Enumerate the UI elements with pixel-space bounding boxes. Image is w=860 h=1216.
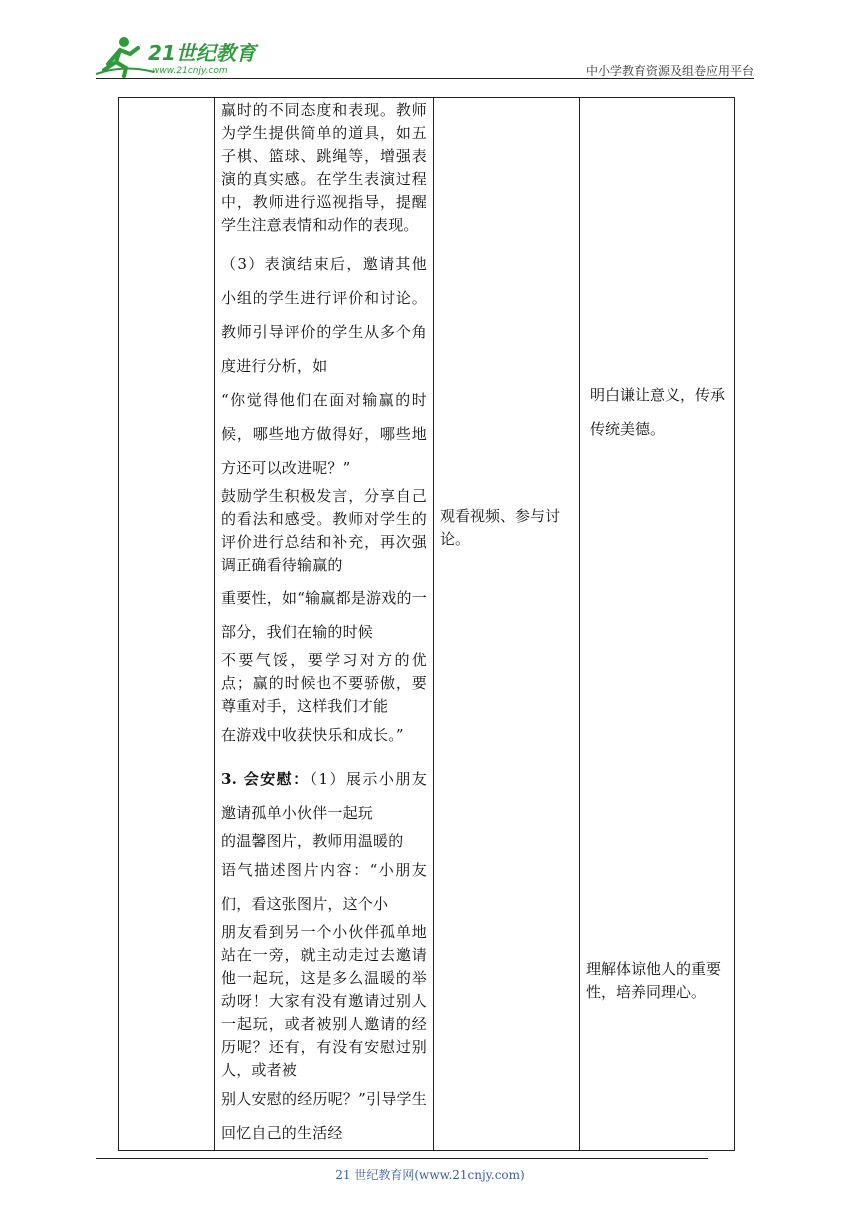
activity-paragraph: 不要气馁，要学习对方的优点；赢的时候也不要骄傲，要尊重对手，这样我们才能 bbox=[221, 651, 427, 715]
activity-paragraph: 在游戏中收获快乐和成长。” bbox=[221, 726, 404, 744]
design-intent-cell bbox=[580, 98, 735, 1151]
activity-paragraph: 别人安慰的经历呢？”引导学生回忆自己的生活经 bbox=[221, 1090, 427, 1142]
stage-cell bbox=[119, 98, 215, 1151]
svg-text:21世纪教育: 21世纪教育 bbox=[148, 41, 256, 65]
activity-paragraph: 重要性，如“输赢都是游戏的一部分，我们在输的时候 bbox=[221, 589, 427, 641]
table-row bbox=[119, 98, 735, 1151]
footer-divider bbox=[96, 1158, 708, 1159]
activity-paragraph: 朋友看到另一个小伙伴孤单地站在一旁，就主动走过去邀请他一起玩，这是多么温暖的举动呀！大家有没有邀请过别人一起玩，或者被别人邀请的经历呢？还有，有没有安慰过别人，或者被 bbox=[221, 923, 427, 1079]
svg-text:www.21cnjy.com: www.21cnjy.com bbox=[152, 66, 228, 76]
page-header bbox=[0, 0, 860, 80]
activity-paragraph: 语气描述图片内容：“小朋友们，看这张图片，这个小 bbox=[221, 861, 427, 913]
header-divider bbox=[96, 78, 754, 79]
activity-paragraph: （3）表演结束后，邀请其他小组的学生进行评价和讨论。教师引导评价的学生从多个角度进行分析，如 bbox=[221, 255, 427, 375]
section-heading: 3. 会安慰： bbox=[221, 770, 310, 788]
platform-name: 中小学教育资源及组卷应用平台 bbox=[585, 64, 754, 78]
activity-paragraph: 鼓励学生积极发言，分享自己的看法和感受。教师对学生的评价进行总结和补充，再次强调正确看待输赢的 bbox=[221, 487, 427, 574]
student-activity-text: 观看视频、参与讨论。 bbox=[440, 507, 561, 548]
site-logo bbox=[94, 34, 264, 78]
activity-paragraph: 3. 会安慰：（1）展示小朋友邀请孤单小伙伴一起玩 bbox=[221, 770, 427, 822]
lesson-table bbox=[118, 97, 735, 1151]
design-intent-text: 理解体谅他人的重要性，培养同理心。 bbox=[586, 960, 722, 1001]
teacher-activity-cell bbox=[215, 98, 434, 1151]
activity-paragraph: 赢时的不同态度和表现。教师为学生提供简单的道具，如五子棋、篮球、跳绳等，增强表演的真实感。在学生表演过程中，教师进行巡视指导，提醒学生注意表情和动作的表现。 bbox=[221, 101, 427, 234]
design-intent-text: 明白谦让意义，传承传统美德。 bbox=[590, 386, 726, 438]
activity-paragraph: “你觉得他们在面对输赢的时候，哪些地方做得好，哪些地方还可以改进呢？” bbox=[221, 391, 427, 477]
running-figure-icon bbox=[96, 37, 154, 76]
footer-text: 21 世纪教育网(www.21cnjy.com) bbox=[335, 1168, 525, 1182]
student-activity-cell bbox=[434, 98, 580, 1151]
activity-paragraph: 的温馨图片，教师用温暖的 bbox=[221, 832, 404, 850]
